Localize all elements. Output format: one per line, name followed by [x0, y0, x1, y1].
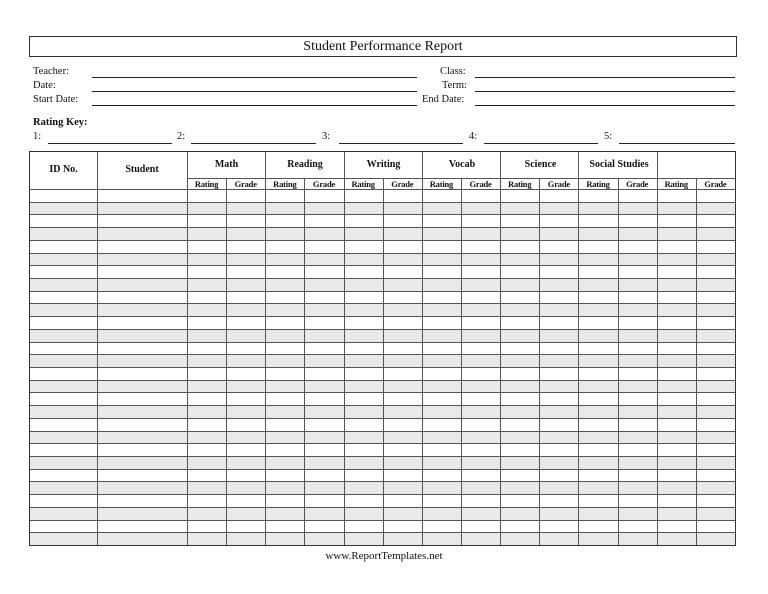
- term-field[interactable]: [475, 91, 735, 92]
- subcolumn-divider: [226, 178, 227, 545]
- grade-subheader: Grade: [391, 179, 414, 189]
- rating-key-field-4[interactable]: [484, 143, 598, 144]
- column-divider: [344, 152, 345, 545]
- start-date-label: Start Date:: [33, 94, 79, 105]
- column-divider: [97, 152, 98, 545]
- rating-key-field-1[interactable]: [48, 143, 172, 144]
- subject-header-math: Math: [214, 159, 239, 170]
- subcolumn-divider: [304, 178, 305, 545]
- rating-key-label-1: 1:: [33, 131, 42, 142]
- date-field[interactable]: [92, 91, 417, 92]
- rating-subheader: Rating: [273, 179, 297, 189]
- start-date-field[interactable]: [92, 105, 417, 106]
- grade-subheader: Grade: [234, 179, 257, 189]
- footer-url: www.ReportTemplates.net: [325, 550, 443, 562]
- subject-header-social-studies: Social Studies: [589, 159, 649, 170]
- teacher-field[interactable]: [92, 77, 417, 78]
- student-header: Student: [125, 164, 159, 175]
- rating-key-label-2: 2:: [177, 131, 186, 142]
- rating-subheader: Rating: [508, 179, 532, 189]
- end-date-label: End Date:: [422, 94, 465, 105]
- subcolumn-divider: [696, 178, 697, 545]
- grade-subheader: Grade: [704, 179, 727, 189]
- grade-subheader: Grade: [312, 179, 336, 189]
- rating-key-label-3: 3:: [322, 131, 331, 142]
- performance-table: [29, 151, 736, 546]
- rating-subheader: Rating: [586, 179, 610, 189]
- column-divider: [422, 152, 423, 545]
- subcolumn-divider: [618, 178, 619, 545]
- rating-key-field-3[interactable]: [339, 143, 463, 144]
- subcolumn-divider: [461, 178, 462, 545]
- end-date-field[interactable]: [475, 105, 735, 106]
- date-label: Date:: [33, 80, 56, 91]
- column-divider: [500, 152, 501, 545]
- rating-key-title: Rating Key:: [33, 117, 88, 128]
- column-divider: [265, 152, 266, 545]
- report-title: Student Performance Report: [29, 36, 737, 57]
- grade-subheader: Grade: [626, 179, 649, 189]
- grade-subheader: Grade: [469, 179, 492, 189]
- subject-header-reading: Reading: [287, 159, 323, 170]
- teacher-label: Teacher:: [33, 66, 69, 77]
- subcolumn-divider: [383, 178, 384, 545]
- subject-header-science: Science: [524, 159, 557, 170]
- rating-key-label-5: 5:: [604, 131, 613, 142]
- column-divider: [578, 152, 579, 545]
- rating-subheader: Rating: [194, 179, 219, 189]
- class-label: Class:: [440, 66, 466, 77]
- rating-subheader: Rating: [664, 179, 688, 189]
- rating-key-field-2[interactable]: [191, 143, 316, 144]
- rating-key-field-5[interactable]: [619, 143, 735, 144]
- column-divider: [657, 152, 658, 545]
- id-header: ID No.: [49, 164, 78, 175]
- rating-key-label-4: 4:: [469, 131, 478, 142]
- term-label: Term:: [442, 80, 467, 91]
- rating-subheader: Rating: [351, 179, 375, 189]
- subcolumn-divider: [539, 178, 540, 545]
- column-divider: [187, 152, 188, 545]
- subject-header-vocab: Vocab: [448, 159, 476, 170]
- subject-header-writing: Writing: [366, 159, 401, 170]
- rating-subheader: Rating: [429, 179, 454, 189]
- class-field[interactable]: [475, 77, 735, 78]
- grade-subheader: Grade: [547, 179, 570, 189]
